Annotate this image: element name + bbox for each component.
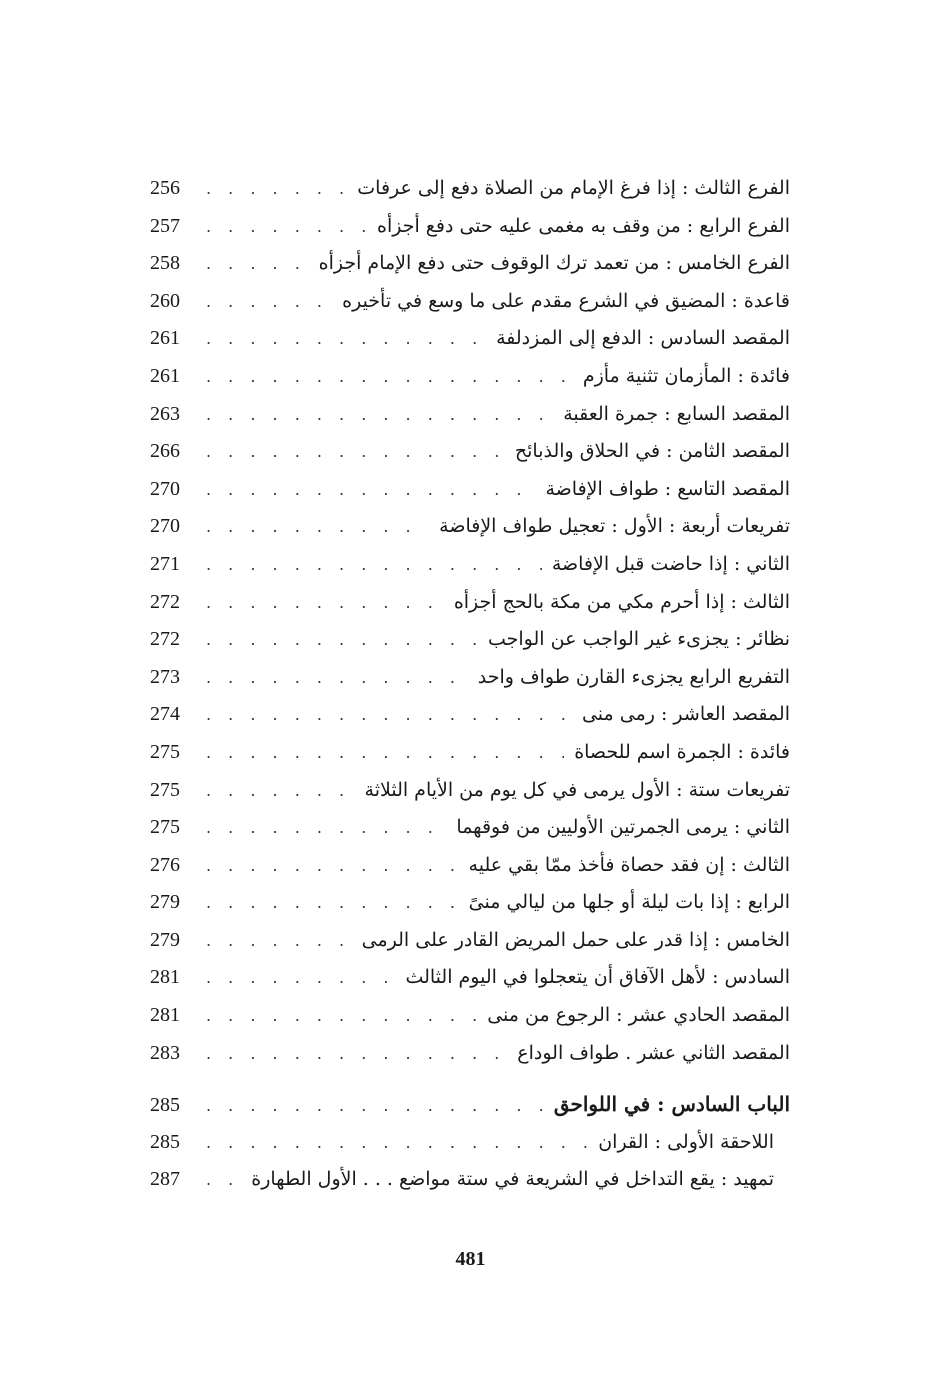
toc-entry-title: فائدة : الجمرة اسم للحصاة [574, 740, 790, 763]
toc-row [150, 884, 790, 922]
toc-row [150, 471, 790, 509]
toc-entry-title: الفرع الخامس : من تعمد ترك الوقوف حتى دفع الإمام أجزأه [318, 252, 790, 275]
dot-leader [206, 772, 355, 810]
dot-leader [206, 621, 478, 659]
dot-leader [206, 922, 352, 960]
dot-leader [206, 508, 429, 546]
dot-leader [206, 283, 332, 321]
toc-entry-title: المقصد الحادي عشر : الرجوع من منى [487, 1004, 790, 1027]
dot-leader [206, 959, 395, 997]
toc-entry-title: المقصد السادس : الدفع إلى المزدلفة [496, 327, 790, 350]
toc-row [150, 433, 790, 471]
toc-entry-title: المقصد العاشر : رمى منى [581, 703, 790, 726]
dot-leader [206, 809, 446, 847]
page-number: 481 [455, 1248, 486, 1270]
toc-entry-title: الثاني : يرمى الجمرتين الأوليين من فوقهما [456, 816, 790, 839]
toc-row [150, 508, 790, 546]
toc-entry-page: 258 [150, 252, 180, 275]
toc-row [150, 1086, 790, 1124]
toc-entry-page: 283 [150, 1041, 180, 1064]
toc-entry-page: 285 [150, 1094, 180, 1117]
toc-row [150, 283, 790, 321]
toc-entry-title: الثالث : إن فقد حصاة فأخذ ممّا بقي عليه [468, 853, 790, 876]
toc-entry-page: 281 [150, 1004, 180, 1027]
toc-entry-page: 281 [150, 966, 180, 989]
toc-row [150, 208, 790, 246]
toc-entry-page: 256 [150, 177, 180, 199]
toc-entry-title: تفريعات ستة : الأول يرمى في كل يوم من الأيام الثلاثة [364, 778, 790, 801]
toc-entry-page: 285 [150, 1130, 180, 1153]
dot-leader [206, 396, 553, 434]
toc-entry-page: 270 [150, 477, 180, 500]
dot-leader [206, 1124, 588, 1162]
toc-entry-page: 261 [150, 327, 180, 350]
toc-entry-title: فائدة : المأزمان تثنية مأزم [582, 364, 790, 387]
toc-row [150, 997, 790, 1035]
toc-entry-page: 279 [150, 928, 180, 951]
toc-entry-page: 274 [150, 703, 180, 726]
toc-entry-title: تمهيد : يقع التداخل في الشريعة في ستة مواضع . . . الأول الطهارة [251, 1168, 774, 1191]
toc-row [150, 659, 790, 697]
toc-row [150, 170, 790, 208]
dot-leader [206, 320, 486, 358]
toc-entry-title: الثالث : إذا أحرم مكي من مكة بالحج أجزأه [453, 590, 790, 613]
toc-row [150, 772, 790, 810]
dot-leader [206, 659, 468, 697]
toc-entry-page: 266 [150, 440, 180, 463]
toc-entry-title: المقصد التاسع : طواف الإفاضة [545, 477, 790, 500]
toc-entry-title: التفريع الرابع يجزىء القارن طواف واحد [477, 665, 790, 688]
dot-leader [206, 546, 542, 584]
dot-leader [206, 1035, 507, 1073]
dot-leader [206, 734, 564, 772]
toc-row [150, 809, 790, 847]
toc-entry-page: 263 [150, 402, 180, 425]
toc-row [150, 922, 790, 960]
dot-leader [206, 1087, 544, 1125]
dot-leader [206, 208, 367, 246]
toc-entry-page: 272 [150, 590, 180, 613]
toc-entry-page: 279 [150, 891, 180, 914]
toc-entry-page: 260 [150, 289, 180, 312]
toc-entry-page: 275 [150, 778, 180, 801]
section-gap [150, 1072, 790, 1086]
toc-entry-title: الفرع الرابع : من وقف به مغمى عليه حتى دفع أجزأه [377, 214, 790, 237]
dot-leader [206, 358, 573, 396]
toc-row [150, 396, 790, 434]
toc-row [150, 1035, 790, 1073]
toc-entry-title: اللاحقة الأولى : القران [598, 1130, 774, 1153]
toc-entry-page: 257 [150, 214, 180, 237]
toc-row [150, 734, 790, 772]
toc-entry-title: الباب السادس : في اللواحق [553, 1092, 790, 1117]
toc-entry-page: 276 [150, 853, 180, 876]
dot-leader [206, 433, 505, 471]
dot-leader [206, 884, 459, 922]
toc-entry-page: 261 [150, 364, 180, 387]
table-of-contents [150, 170, 790, 1199]
dot-leader [206, 170, 347, 208]
toc-row [150, 1161, 774, 1199]
toc-entry-page: 270 [150, 515, 180, 538]
toc-entry-title: السادس : لأهل الآفاق أن يتعجلوا في اليوم الثالث [405, 966, 790, 989]
dot-leader [206, 471, 535, 509]
toc-entry-page: 287 [150, 1168, 180, 1191]
toc-row [150, 621, 790, 659]
toc-row [150, 696, 790, 734]
toc-entry-title: المقصد السابع : جمرة العقبة [563, 402, 790, 425]
toc-entry-title: المقصد الثامن : في الحلاق والذبائح [514, 440, 790, 463]
dot-leader [206, 1161, 241, 1199]
toc-row [150, 959, 790, 997]
toc-entry-page: 271 [150, 552, 180, 575]
toc-entry-title: الرابع : إذا بات ليلة أو جلها من ليالي منىً [468, 891, 790, 914]
dot-leader [206, 584, 444, 622]
toc-row [150, 245, 790, 283]
toc-entry-page: 273 [150, 665, 180, 688]
toc-row [150, 847, 790, 885]
dot-leader [206, 847, 459, 885]
toc-row [150, 584, 790, 622]
toc-section [150, 1086, 790, 1199]
dot-leader [206, 245, 309, 283]
toc-entry-page: 272 [150, 628, 180, 651]
toc-entry-page: 275 [150, 816, 180, 839]
dot-leader [206, 696, 572, 734]
toc-entry-page: 275 [150, 740, 180, 763]
toc-entry-title: نظائر : يجزىء غير الواجب عن الواجب [488, 628, 790, 651]
dot-leader [206, 997, 477, 1035]
toc-entries [150, 170, 790, 1072]
toc-entry-title: الفرع الثالث : إذا فرغ الإمام من الصلاة دفع إلى عرفات [357, 177, 790, 199]
toc-entry-title: المقصد الثاني عشر . طواف الوداع [517, 1041, 790, 1064]
toc-row [150, 358, 790, 396]
toc-entry-title: قاعدة : المضيق في الشرع مقدم على ما وسع في تأخيره [342, 289, 790, 312]
toc-entry-title: الثاني : إذا حاضت قبل الإفاضة [551, 552, 790, 575]
toc-entry-title: الخامس : إذا قدر على حمل المريض القادر على الرمى [361, 928, 790, 951]
toc-row [150, 320, 790, 358]
toc-row [150, 1124, 774, 1162]
toc-row [150, 546, 790, 584]
toc-entry-title: تفريعات أربعة : الأول : تعجيل طواف الإفاضة [439, 515, 790, 538]
